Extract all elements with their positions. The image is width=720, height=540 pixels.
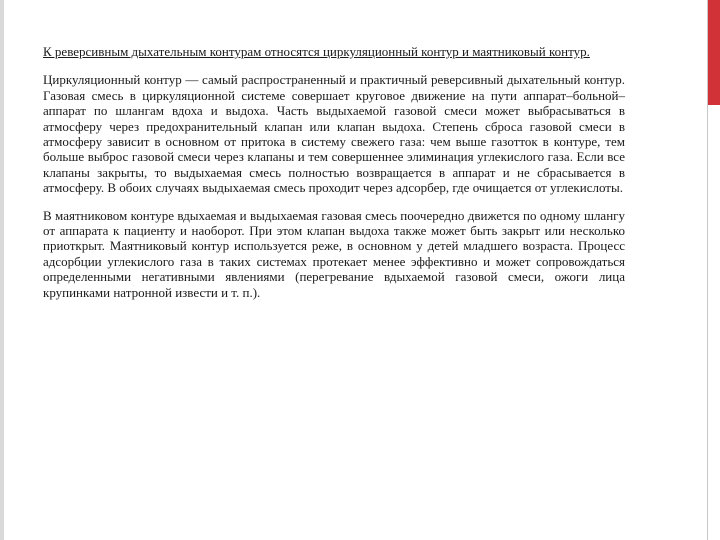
accent-bar xyxy=(708,0,720,105)
paragraph-circulation-circuit: Циркуляционный контур — самый распространенный и практичный реверсивный дыхательный контур. Газовая смесь в циркуляционной системе совершает круговое движение на пути аппарат–больной–аппарат по шлангам вдоха и выдоха. Часть выдыхаемой газовой смеси может выбрасываться в атмосферу через предохранительный клапан или клапан выдоха. Степень сброса газовой смеси в атмосферу зависит в основном от притока в систему свежего газа: чем выше газотток в контуре, тем больше выброс газовой смеси через клапаны и тем совершеннее элиминация углекислого газа. Если все клапаны закрыты, то выдыхаемая смесь полностью возвращается в аппарат и не сбрасывается в атмосферу. В обоих случаях выдыхаемая смесь проходит через адсорбер, где очищается от углекислоты. xyxy=(43,72,625,196)
paragraph-pendulum-circuit: В маятниковом контуре вдыхаемая и выдыхаемая газовая смесь поочередно движется по одному шлангу от аппарата к пациенту и наоборот. При этом клапан выдоха также может быть закрыт или несколько приоткрыт. Маятниковый контур используется реже, в основном у детей младшего возраста. Процесс адсорбции углекислого газа в таких системах протекает менее эффективно и может сопровождаться определенными негативными явлениями (перегревание вдыхаемой газовой смеси, ожоги лица крупинками натронной извести и т. п.). xyxy=(43,207,625,300)
left-border-divider xyxy=(0,0,4,540)
slide-heading: К реверсивным дыхательным контурам относятся циркуляционный контур и маятниковый контур. xyxy=(43,44,590,59)
slide-text-body xyxy=(43,44,625,300)
